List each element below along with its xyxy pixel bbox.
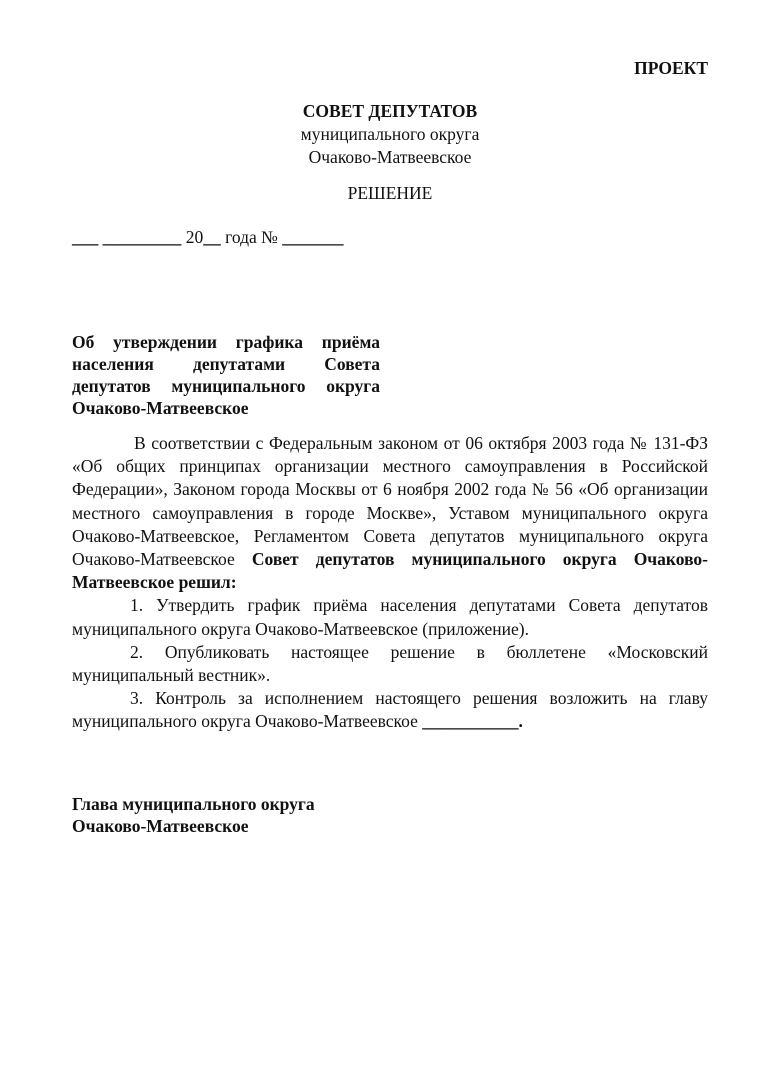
signature-district: Очаково-Матвеевское <box>72 816 249 836</box>
decision-title: Об утверждении графика приёма населения депутатами Совета депутатов муниципального округа Очаково-Матвеевское <box>72 332 380 418</box>
date-text: года № <box>225 227 278 247</box>
signature-title: Глава муниципального округа <box>72 794 315 814</box>
blank-year: __ <box>203 227 221 247</box>
blank-month: _________ <box>102 227 182 247</box>
org-name: СОВЕТ ДЕПУТАТОВ <box>302 101 478 121</box>
draft-stamp: ПРОЕКТ <box>634 58 708 78</box>
preamble-paragraph <box>72 432 708 594</box>
item-text: 3. Контроль за исполнением настоящего решения возложить на главу муниципального округа Очаково-Матвеевское <box>72 688 708 732</box>
org-district: Очаково-Матвеевское <box>308 147 472 167</box>
blank-number: _______ <box>282 227 344 247</box>
document-header <box>0 100 763 169</box>
document-type: РЕШЕНИЕ <box>347 183 433 203</box>
blank-day: ___ <box>72 227 99 247</box>
org-subtitle: муниципального округа <box>300 124 480 144</box>
list-item <box>72 687 708 733</box>
year-prefix: 20 <box>185 227 204 247</box>
blank-head-name: ___________ <box>422 711 519 732</box>
preamble-resolution: Совет депутатов муниципального округа Очаково-Матвеевское решил: <box>72 549 709 593</box>
item-end: . <box>518 711 523 732</box>
document-body <box>72 432 708 734</box>
date-number-line <box>72 227 343 248</box>
list-item: 1. Утвердить график приёма населения депутатами Совета депутатов муниципального округа Очаково-Матвеевское (приложение). <box>72 595 708 639</box>
preamble-text: В соответствии с Федеральным законом от 06 октября 2003 года № 131-ФЗ «Об общих принципах организации местного самоуправления в Российской Федерации», Законом города Москвы от 6 ноября 2002 года № 56 «Об организации местного самоуправления в городе Москве», Уставом муниципального округа Очаково-Матвеевское, Регламентом Совета депутатов муниципального округа Очаково-Матвеевское <box>72 433 708 570</box>
signature-block <box>72 793 315 837</box>
list-item: 2. Опубликовать настоящее решение в бюллетене «Московский муниципальный вестник». <box>72 641 708 686</box>
